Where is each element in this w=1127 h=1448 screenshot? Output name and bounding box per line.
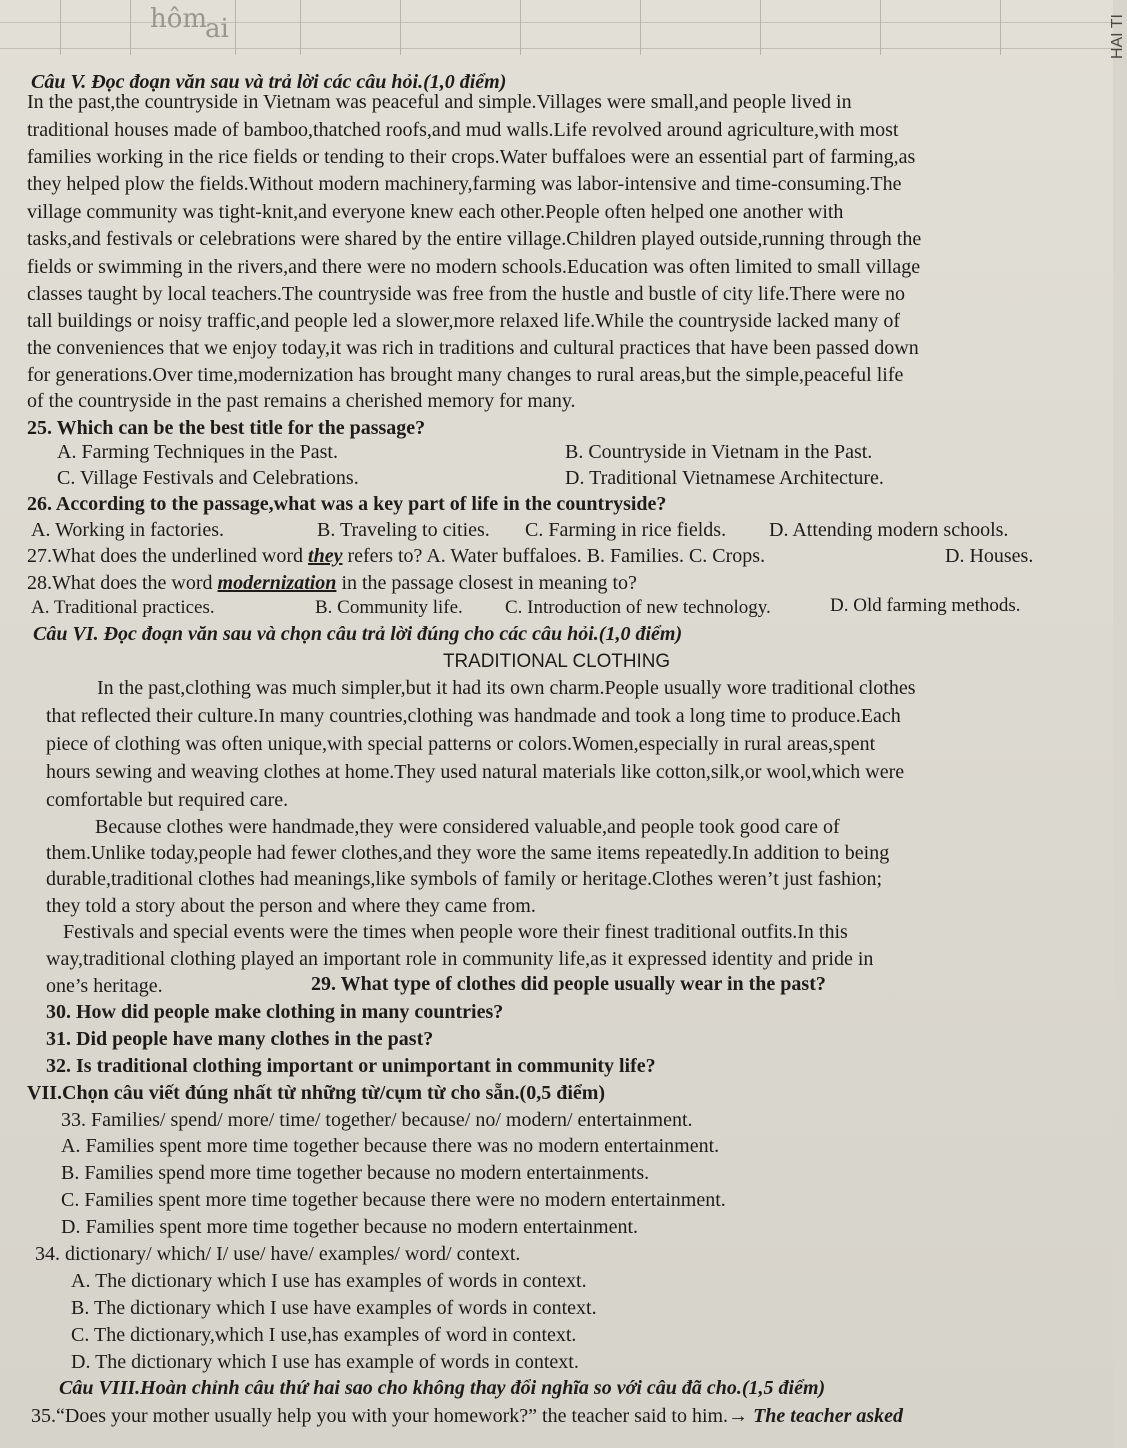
passage-line: comfortable but required care. [46,789,289,811]
q25-option-c: C. Village Festivals and Celebrations. [57,467,359,489]
section-6-heading: Câu VI. Đọc đoạn văn sau và chọn câu trả lời đúng cho các câu hỏi.(1,0 điểm) [33,623,683,645]
q28-stem-end: in the passage closest in meaning to? [336,572,637,594]
passage-title: TRADITIONAL CLOTHING [442,651,671,672]
q27-stem-start: 27.What does the underlined word [27,545,309,567]
q33-option-d: D. Families spent more time together because no modern entertainment. [61,1216,639,1238]
question-33-stem: 33. Families/ spend/ more/ time/ together/ because/ no/ modern/ entertainment. [61,1109,693,1131]
bleed-column-line [300,0,301,55]
passage-line: families working in the rice fields or tending to their crops.Water buffaloes were an essential part of farming,as [27,146,916,168]
passage-line: tasks,and festivals or celebrations were shared by the entire village.Children played outside,running through the [27,228,922,250]
q27-underlined-word: they [308,545,343,567]
passage-line: village community was tight-knit,and everyone knew each other.People often helped one another with [27,201,844,223]
question-35 [31,1404,903,1428]
q28-underlined-word: modernization [217,572,337,594]
previous-page-bleed [0,0,1126,70]
passage-line: of the countryside in the past remains a cherished memory for many. [27,390,576,412]
question-27 [27,544,765,568]
question-30: 30. How did people make clothing in many countries? [46,1001,504,1023]
bleed-column-line [640,0,641,55]
passage-line: they told a story about the person and where they came from. [46,895,536,917]
question-28 [27,571,637,595]
section-8-heading: Câu VIII.Hoàn chỉnh câu thứ hai sao cho không thay đổi nghĩa so với câu đã cho.(1,5 điểm) [59,1377,826,1399]
bleed-column-line [60,0,61,55]
passage-line: traditional houses made of bamboo,thatched roofs,and mud walls.Life revolved around agriculture,with most [27,119,899,141]
bleed-column-line [880,0,881,55]
passage-line: them.Unlike today,people had fewer clothes,and they wore the same items repeatedly.In addition to being [46,842,890,864]
margin-scribble: hôm [150,4,208,34]
passage-line: Because clothes were handmade,they were considered valuable,and people took good care of [95,816,840,838]
side-margin-text: HAI TI [1109,14,1126,60]
section-5-heading: Câu V. Đọc đoạn văn sau và trả lời các câu hỏi.(1,0 điểm) [31,71,507,93]
bleed-column-line [400,0,401,55]
passage-line: In the past,clothing was much simpler,but it had its own charm.People usually wore traditional clothes [97,677,916,699]
q33-option-c: C. Families spent more time together because there were no modern entertainment. [61,1189,726,1211]
passage-line: way,traditional clothing played an important role in community life,as it expressed identity and pride in [46,948,874,970]
passage-line: the conveniences that we enjoy today,it was rich in traditions and cultural practices that have been passed down [27,337,919,359]
q26-option-a: A. Working in factories. [31,519,224,541]
q35-text: 35.“Does your mother usually help you with your homework?” the teacher said to him.→ [31,1405,749,1427]
q33-option-a: A. Families spent more time together because there was no modern entertainment. [61,1135,720,1157]
section-7-heading: VII.Chọn câu viết đúng nhất từ những từ/cụm từ cho sẵn.(0,5 điểm) [27,1082,606,1104]
passage-line: tall buildings or noisy traffic,and people led a slower,more relaxed life.While the countryside lacked many of [27,310,900,332]
q26-option-b: B. Traveling to cities. [317,519,490,541]
bleed-column-line [235,0,236,55]
q28-option-d: D. Old farming methods. [830,595,1021,616]
passage-line: that reflected their culture.In many countries,clothing was handmade and took a long time to produce.Each [46,705,901,727]
q34-option-a: A. The dictionary which I use has examples of words in context. [71,1270,587,1292]
question-34-stem [35,1242,520,1266]
q34-option-c: C. The dictionary,which I use,has examples of word in context. [71,1324,577,1346]
passage-line: they helped plow the fields.Without modern machinery,farming was labor-intensive and time-consuming.The [27,173,902,195]
q27-stem-end: refers to? A. Water buffaloes. B. Families. C. Crops. [342,545,766,567]
question-25-stem: 25. Which can be the best title for the passage? [27,417,426,439]
bleed-rule-line [0,48,1113,49]
passage-line: for generations.Over time,modernization has brought many changes to rural areas,but the simple,peaceful life [27,364,904,386]
q25-option-b: B. Countryside in Vietnam in the Past. [565,441,873,463]
question-29: 29. What type of clothes did people usually wear in the past? [311,973,826,995]
q28-option-a: A. Traditional practices. [31,597,215,618]
q28-stem-start: 28.What does the word [27,572,218,594]
passage-line: one’s heritage. [46,975,163,997]
question-31: 31. Did people have many clothes in the past? [46,1028,434,1050]
q26-option-d: D. Attending modern schools. [769,519,1009,541]
q25-option-d: D. Traditional Vietnamese Architecture. [565,467,884,489]
passage-line: hours sewing and weaving clothes at home.They used natural materials like cotton,silk,or wool,which were [46,761,905,783]
passage-line: durable,traditional clothes had meanings,like symbols of family or heritage.Clothes weren’t just fashion; [46,868,883,890]
q26-option-c: C. Farming in rice fields. [525,519,727,541]
question-34-text: 34. dictionary/ which/ I/ use/ have/ examples/ word/ context. [35,1243,521,1265]
passage-line: Festivals and special events were the times when people wore their finest traditional outfits.In this [63,921,848,943]
q33-option-b: B. Families spend more time together because no modern entertainments. [61,1162,650,1184]
bleed-column-line [760,0,761,55]
q34-option-d: D. The dictionary which I use has example of words in context. [71,1351,579,1373]
q27-option-d: D. Houses. [945,545,1034,567]
bleed-column-line [1000,0,1001,55]
q28-option-c: C. Introduction of new technology. [505,597,771,618]
bleed-column-line [130,0,131,55]
passage-line: classes taught by local teachers.The countryside was free from the hustle and bustle of city life.There were no [27,283,906,305]
margin-scribble: ai [205,14,229,44]
bleed-column-line [520,0,521,55]
q34-option-b: B. The dictionary which I use have examples of words in context. [71,1297,597,1319]
q25-option-a: A. Farming Techniques in the Past. [57,441,338,463]
passage-line: piece of clothing was often unique,with special patterns or colors.Women,especially in rural areas,spent [46,733,876,755]
passage-line: fields or swimming in the rivers,and there were no modern schools.Education was often limited to small village [27,256,921,278]
question-26-stem: 26. According to the passage,what was a key part of life in the countryside? [27,493,667,515]
q28-option-b: B. Community life. [315,597,463,618]
passage-line: In the past,the countryside in Vietnam was peaceful and simple.Villages were small,and people lived in [27,91,852,113]
q35-answer-start: The teacher asked [753,1405,904,1427]
question-32: 32. Is traditional clothing important or unimportant in community life? [46,1055,656,1077]
